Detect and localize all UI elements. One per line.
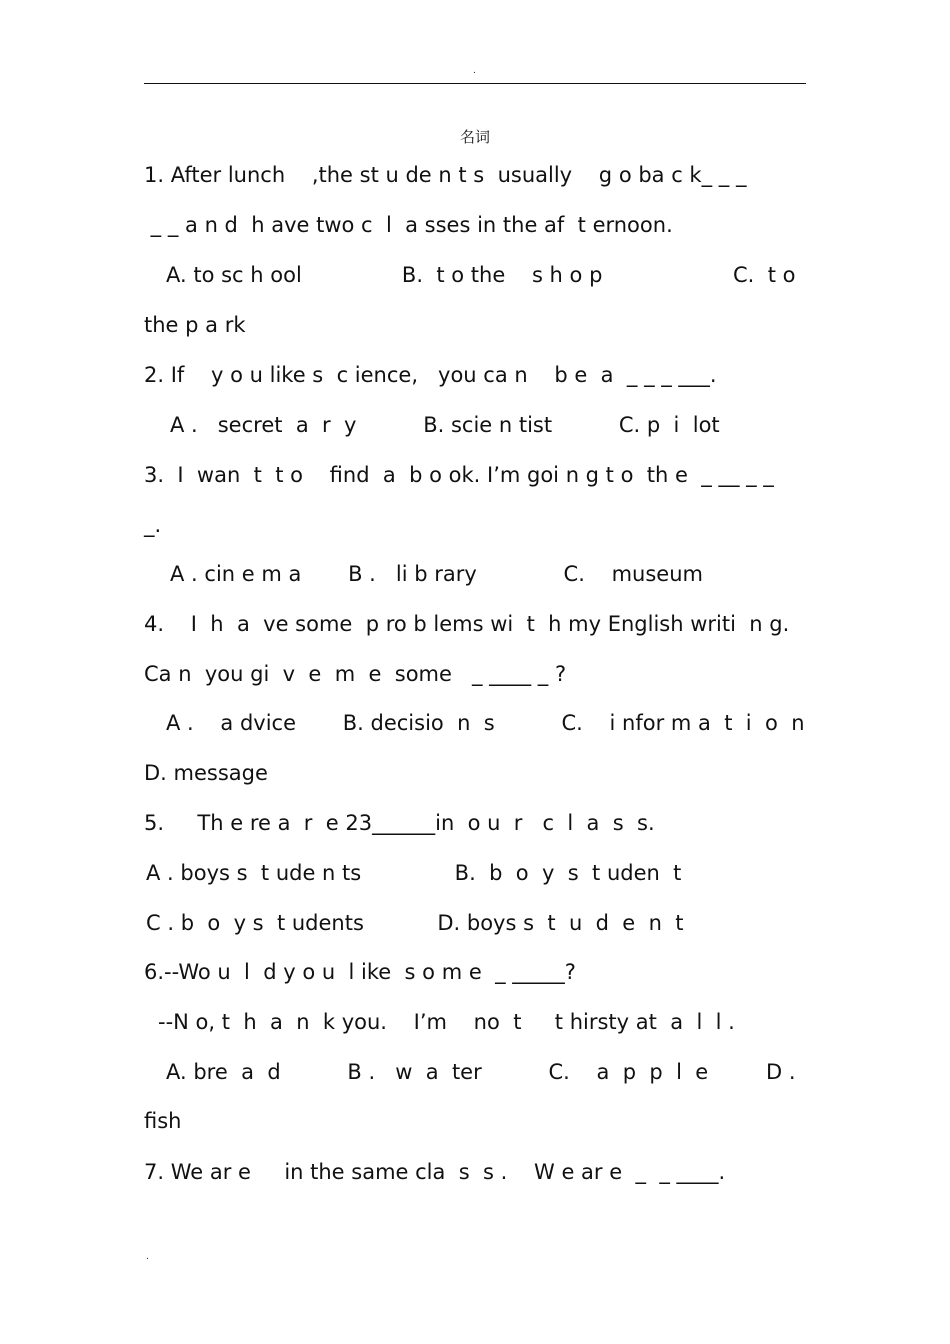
q4-line1: 4. I h a ve some p ro b lems wi t h my English writi n g. [144,612,790,636]
q1-option-c: C. t o [733,263,796,287]
q6-option-d-cont: fish [144,1109,182,1133]
footer-dot: . [146,1252,149,1262]
q6-question: 6.--Wo u l d y o u l ike s o m e _ _____? [144,960,576,984]
q3-line1: 3. I wan t t o find a b o ok. I’m goi n g t o th e _ __ _ _ [144,463,774,487]
header-dot: . [473,66,476,76]
q7-question: 7. We ar e in the same cla s s . W e ar e _ _ ____. [144,1160,726,1184]
q4-line2: Ca n you gi v e m e some _ ____ _ ? [144,662,567,686]
q3-options: A . cin e m a B . li b rary C. museum [170,562,703,586]
q5-options-cd: C . b o y s t udents D. boys s t u d e n t [146,911,684,935]
q4-option-d: D. message [144,761,268,785]
header-rule [144,83,806,84]
q5-options-ab: A . boys s t ude n ts B. b o y s t uden t [146,861,682,885]
q1-line1: 1. After lunch ,the st u de n t s usually g o ba c k_ _ _ [144,163,747,187]
q6-options: A. bre a d B . w a ter C. a p p l e [166,1060,709,1084]
q1-options: A. to sc h ool B. t o the s h o p [166,263,603,287]
q6-option-d: D . [766,1060,796,1084]
q3-line2: _. [144,513,162,537]
q1-line2: _ _ a n d h ave two c l a sses in the af t ernoon. [144,213,673,237]
q2-question: 2. If y o u like s c ience, you ca n b e a _ _ _ ___. [144,363,717,387]
q6-reply: --N o, t h a n k you. I’m no t t hirsty at a l l . [158,1010,735,1034]
q1-option-c-cont: the p a rk [144,313,246,337]
q5-question: 5. Th e re a r e 23______in o u r c l a s s. [144,811,655,835]
page-title: 名词 [459,128,490,146]
q2-options: A . secret a r y B. scie n tist C. p i lot [170,413,720,437]
q4-options: A . a dvice B. decisio n s C. i nfor m a t i o n [166,711,805,735]
